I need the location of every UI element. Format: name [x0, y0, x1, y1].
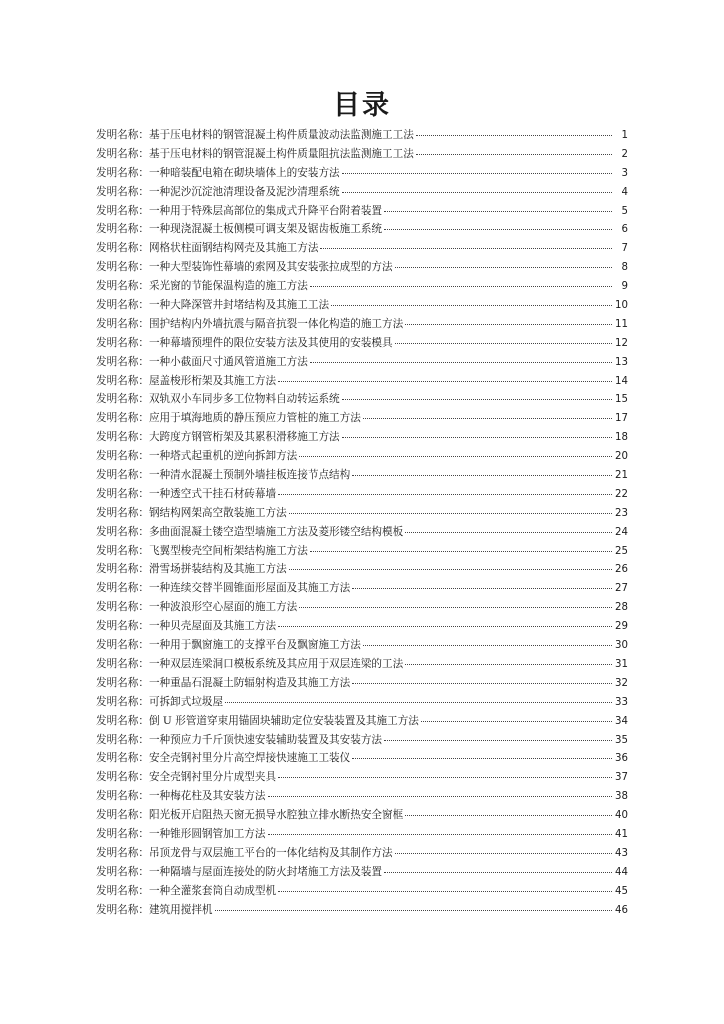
toc-entry-title: 建筑用搅拌机 [148, 903, 213, 916]
dot-leader [384, 739, 612, 741]
dot-leader [331, 304, 612, 306]
toc-entry-prefix: 发明名称： [96, 261, 149, 274]
toc-entry[interactable] [96, 390, 628, 409]
toc-entry[interactable] [96, 409, 628, 428]
dot-leader [421, 720, 612, 722]
toc-entry[interactable] [96, 164, 628, 183]
toc-entry-page-number: 6 [621, 224, 628, 236]
toc-entry-page-number: 45 [615, 885, 628, 897]
toc-entry[interactable] [96, 220, 628, 239]
toc-entry[interactable] [96, 447, 628, 466]
toc-entry-prefix: 发明名称： [96, 204, 149, 217]
toc-entry-title: 应用于填海地质的静压预应力管桩的施工方法 [148, 412, 361, 425]
dot-leader [215, 909, 612, 911]
page-title: 目录 [333, 90, 391, 121]
toc-entry-prefix: 发明名称： [96, 299, 149, 312]
toc-entry-page-number: 29 [615, 621, 628, 633]
toc-entry-prefix: 发明名称： [96, 771, 149, 784]
toc-entry-title: 一种贝壳屋面及其施工方法 [148, 620, 277, 633]
toc-entry-title: 一种用于特殊层高部位的集成式升降平台附着装置 [148, 204, 383, 217]
dot-leader [405, 814, 612, 816]
dot-leader [342, 436, 612, 438]
toc-entry-page-number: 11 [615, 318, 628, 330]
toc-entry[interactable] [96, 844, 628, 863]
toc-entry-title: 一种梅花柱及其安装方法 [148, 790, 266, 803]
toc-entry[interactable] [96, 901, 628, 920]
toc-entry-title: 一种塔式起重机的逆向拆卸方法 [148, 450, 298, 463]
toc-entry-page-number: 26 [615, 564, 628, 576]
toc-entry[interactable] [96, 315, 628, 334]
toc-entry-prefix: 发明名称： [96, 544, 149, 557]
toc-entry[interactable] [96, 693, 628, 712]
toc-entry-title: 一种全灌浆套筒自动成型机 [148, 884, 277, 897]
toc-entry[interactable] [96, 523, 628, 542]
toc-entry-prefix: 发明名称： [96, 129, 149, 141]
toc-entry[interactable] [96, 787, 628, 806]
toc-entry[interactable] [96, 579, 628, 598]
toc-entry-page-number: 40 [615, 810, 628, 822]
toc-entry-prefix: 发明名称： [96, 582, 149, 595]
toc-entry-prefix: 发明名称： [96, 412, 149, 425]
toc-entry[interactable] [96, 598, 628, 617]
dot-leader [268, 795, 613, 797]
toc-entry-title: 一种暗装配电箱在砌块墙体上的安装方法 [148, 166, 340, 179]
toc-entry-prefix: 发明名称： [96, 733, 149, 746]
toc-entry-page-number: 28 [615, 602, 628, 614]
toc-entry-page-number: 44 [615, 866, 628, 878]
toc-entry-page-number: 7 [621, 243, 628, 255]
toc-entry-prefix: 发明名称： [96, 809, 149, 822]
toc-entry-title: 安全壳钢衬里分片高空焊接快速施工工装仪 [148, 752, 351, 765]
toc-entry-title: 一种透空式干挂石材砖幕墙 [148, 487, 277, 500]
toc-entry-page-number: 46 [615, 904, 628, 916]
toc-entry-page-number: 25 [615, 545, 628, 557]
toc-entry-prefix: 发明名称： [96, 525, 149, 538]
toc-entry-title: 屋盖梭形桁架及其施工方法 [148, 374, 277, 387]
toc-entry-prefix: 发明名称： [96, 147, 149, 160]
toc-entry-title: 阳光板开启阻热天窗无损导水腔独立排水断热安全窗框 [148, 809, 404, 822]
toc-entry-page-number: 22 [615, 488, 628, 500]
toc-entry-prefix: 发明名称： [96, 166, 149, 179]
dot-leader [352, 474, 612, 476]
toc-entry-title: 一种重晶石混凝土防辐射构造及其施工方法 [148, 676, 351, 689]
toc-entry-prefix: 发明名称： [96, 903, 149, 916]
toc-entry-page-number: 35 [615, 734, 628, 746]
toc-entry-title: 一种清水混凝土预制外墙挂板连接节点结构 [148, 469, 351, 482]
toc-entry-prefix: 发明名称： [96, 752, 149, 765]
toc-entry-title: 一种锥形圆钢管加工方法 [148, 827, 266, 840]
dot-leader [352, 757, 612, 759]
toc-entry-page-number: 31 [615, 658, 628, 670]
dot-leader [342, 191, 612, 193]
toc-entry-page-number: 13 [615, 356, 628, 368]
toc-entry[interactable] [96, 674, 628, 693]
toc-entry-page-number: 36 [615, 753, 628, 765]
toc-entry-prefix: 发明名称： [96, 487, 149, 500]
toc-entry[interactable] [96, 655, 628, 674]
toc-entry-page-number: 24 [615, 526, 628, 538]
toc-entry[interactable] [96, 617, 628, 636]
toc-entry-prefix: 发明名称： [96, 601, 149, 614]
toc-entry-prefix: 发明名称： [96, 450, 149, 463]
toc-entry-title: 一种用于飘窗施工的支撑平台及飘窗施工方法 [148, 639, 361, 652]
toc-entry[interactable] [96, 636, 628, 655]
toc-entry-prefix: 发明名称： [96, 280, 149, 293]
dot-leader [278, 380, 612, 382]
toc-entry-prefix: 发明名称： [96, 884, 149, 897]
toc-entry-title: 一种小截面尺寸通风管道施工方法 [148, 355, 308, 368]
toc-entry[interactable] [96, 277, 628, 296]
toc-entry[interactable] [96, 806, 628, 825]
toc-entry-prefix: 发明名称： [96, 469, 149, 482]
dot-leader [395, 342, 612, 344]
dot-leader [278, 890, 612, 892]
toc-entry-title: 基于压电材料的钢管混凝土构件质量波动法监测施工工法 [148, 129, 414, 141]
toc-entry-page-number: 41 [615, 828, 628, 840]
dot-leader [342, 398, 612, 400]
toc-entry-title: 围护结构内外墙抗震与隔音抗裂一体化构造的施工方法 [148, 317, 404, 330]
toc-entry[interactable] [96, 239, 628, 258]
toc-entry-page-number: 8 [621, 262, 628, 274]
toc-entry-page-number: 27 [615, 583, 628, 595]
dot-leader [363, 417, 612, 419]
toc-entry-title: 一种双层连梁洞口模板系统及其应用于双层连梁的工法 [148, 657, 404, 670]
toc-entry-title: 基于压电材料的钢管混凝土构件质量阻抗法监测施工工法 [148, 147, 414, 160]
toc-entry[interactable] [96, 863, 628, 882]
toc-entry-prefix: 发明名称： [96, 676, 149, 689]
dot-leader [405, 663, 612, 665]
toc-entry-title: 一种隔墙与屋面连接处的防火封堵施工方法及装置 [148, 865, 383, 878]
dot-leader [225, 701, 612, 703]
dot-leader [299, 606, 612, 608]
dot-leader [289, 568, 612, 570]
dot-leader [352, 587, 612, 589]
toc-entry-page-number: 21 [615, 470, 628, 482]
toc-entry-page-number: 33 [615, 696, 628, 708]
toc-entry-prefix: 发明名称： [96, 242, 149, 255]
toc-entry-page-number: 12 [615, 337, 628, 349]
toc-entry[interactable] [96, 353, 628, 372]
toc-entry-prefix: 发明名称： [96, 714, 149, 727]
toc-entry-title: 飞翼型梭壳空间桁架结构施工方法 [148, 544, 308, 557]
toc-entry-prefix: 发明名称： [96, 639, 149, 652]
toc-entry-title: 一种泥沙沉淀池清理设备及泥沙清理系统 [148, 185, 340, 198]
toc-entry[interactable] [96, 258, 628, 277]
toc-entry-prefix: 发明名称： [96, 185, 149, 198]
toc-entry-title: 网格状柱面钢结构网壳及其施工方法 [148, 242, 319, 255]
toc-entry[interactable] [96, 712, 628, 731]
toc-entry-title: 采光窗的节能保温构造的施工方法 [148, 280, 308, 293]
toc-entry[interactable] [96, 731, 628, 750]
toc-entry-title: 大跨度方钢管桁架及其累积滑移施工方法 [148, 431, 340, 444]
toc-entry-prefix: 发明名称： [96, 431, 149, 444]
toc-entry-title: 一种现浇混凝土板侧模可调支架及锯齿板施工系统 [148, 223, 383, 236]
toc-entry-title: 多曲面混凝土镂空造型墙施工方法及菱形镂空结构模板 [148, 525, 404, 538]
toc-entry-page-number: 9 [621, 281, 628, 293]
dot-leader [384, 228, 612, 230]
dot-leader [416, 153, 612, 155]
toc-entry[interactable] [96, 749, 628, 768]
dot-leader [299, 455, 612, 457]
dot-leader [320, 247, 612, 249]
dot-leader [405, 531, 612, 533]
dot-leader [310, 361, 612, 363]
toc-entry-prefix: 发明名称： [96, 827, 149, 840]
toc-entry-page-number: 5 [621, 205, 628, 217]
toc-entry-prefix: 发明名称： [96, 563, 149, 576]
toc-entry-title: 滑雪场拼装结构及其施工方法 [148, 563, 287, 576]
toc-entry-title: 安全壳钢衬里分片成型夹具 [148, 771, 277, 784]
toc-entry-page-number: 43 [615, 847, 628, 859]
dot-leader [278, 776, 612, 778]
toc-entry[interactable] [96, 825, 628, 844]
dot-leader [310, 285, 612, 287]
toc-entry[interactable] [96, 466, 628, 485]
toc-entry-page-number: 32 [615, 677, 628, 689]
toc-entry-page-number: 4 [621, 186, 628, 198]
toc-entry-prefix: 发明名称： [96, 620, 149, 633]
dot-leader [342, 172, 612, 174]
toc-entry-prefix: 发明名称： [96, 223, 149, 236]
toc-entry-page-number: 15 [615, 394, 628, 406]
toc-entry[interactable] [96, 202, 628, 221]
toc-entry-page-number: 20 [615, 451, 628, 463]
toc-entry-prefix: 发明名称： [96, 657, 149, 670]
toc-entry-title: 一种大降深管井封堵结构及其施工工法 [148, 299, 330, 312]
dot-leader [352, 682, 612, 684]
toc-entry[interactable] [96, 485, 628, 504]
toc-entry-page-number: 18 [615, 432, 628, 444]
toc-entry-page-number: 14 [615, 375, 628, 387]
dot-leader [278, 493, 612, 495]
toc-entry-title: 一种预应力千斤顶快速安装辅助装置及其安装方法 [148, 733, 383, 746]
toc-entry-page-number: 10 [615, 300, 628, 312]
toc-entry-prefix: 发明名称： [96, 355, 149, 368]
toc-entry-page-number: 30 [615, 640, 628, 652]
toc-entry[interactable] [96, 428, 628, 447]
toc-entry-page-number: 2 [621, 148, 628, 160]
toc-entry-title: 一种大型装饰性幕墙的索网及其安装张拉成型的方法 [148, 261, 393, 274]
toc-entry-page-number: 17 [615, 413, 628, 425]
toc-entry[interactable] [96, 296, 628, 315]
toc-entry-title: 钢结构网架高空散装施工方法 [148, 506, 287, 519]
toc-entry[interactable] [96, 542, 628, 561]
toc-entry-page-number: 1 [621, 130, 628, 141]
toc-entry-title: 一种波浪形空心屋面的施工方法 [148, 601, 298, 614]
toc-entry-title: 吊顶龙骨与双层施工平台的一体化结构及其制作方法 [148, 846, 393, 859]
toc-entry[interactable] [96, 145, 628, 164]
toc-entry-prefix: 发明名称： [96, 790, 149, 803]
toc-entry-title: 可拆卸式垃圾屋 [148, 695, 224, 708]
toc-entry[interactable] [96, 126, 628, 145]
toc-entry-prefix: 发明名称： [96, 317, 149, 330]
toc-entry-page-number: 37 [615, 772, 628, 784]
toc-entry-prefix: 发明名称： [96, 506, 149, 519]
toc-entry-prefix: 发明名称： [96, 695, 149, 708]
toc-entry-title: 倒 U 形管道穿束用锚固块辅助定位安装装置及其施工方法 [148, 714, 419, 727]
toc-entry-page-number: 38 [615, 791, 628, 803]
dot-leader [416, 134, 612, 136]
dot-leader [395, 852, 612, 854]
table-of-contents [96, 126, 628, 919]
dot-leader [278, 625, 612, 627]
toc-entry-title: 双轨双小车同步多工位物料自动转运系统 [148, 393, 340, 406]
toc-entry-title: 一种连续交替半圆锥面形屋面及其施工方法 [148, 582, 351, 595]
toc-entry-prefix: 发明名称： [96, 393, 149, 406]
toc-entry-prefix: 发明名称： [96, 374, 149, 387]
toc-entry-page-number: 34 [615, 715, 628, 727]
dot-leader [405, 323, 612, 325]
dot-leader [289, 512, 612, 514]
toc-entry-page-number: 3 [621, 167, 628, 179]
dot-leader [310, 550, 612, 552]
toc-entry-prefix: 发明名称： [96, 846, 149, 859]
dot-leader [395, 266, 612, 268]
toc-entry-title: 一种幕墙预埋件的限位安装方法及其使用的安装模具 [148, 336, 393, 349]
toc-entry[interactable] [96, 372, 628, 391]
toc-entry[interactable] [96, 768, 628, 787]
toc-entry-prefix: 发明名称： [96, 865, 149, 878]
dot-leader [268, 833, 613, 835]
toc-entry-prefix: 发明名称： [96, 336, 149, 349]
toc-entry[interactable] [96, 504, 628, 523]
toc-entry[interactable] [96, 334, 628, 353]
dot-leader [384, 210, 612, 212]
toc-entry[interactable] [96, 882, 628, 901]
toc-entry[interactable] [96, 183, 628, 202]
toc-entry-page-number: 23 [615, 507, 628, 519]
toc-entry[interactable] [96, 560, 628, 579]
dot-leader [384, 871, 612, 873]
dot-leader [363, 644, 612, 646]
